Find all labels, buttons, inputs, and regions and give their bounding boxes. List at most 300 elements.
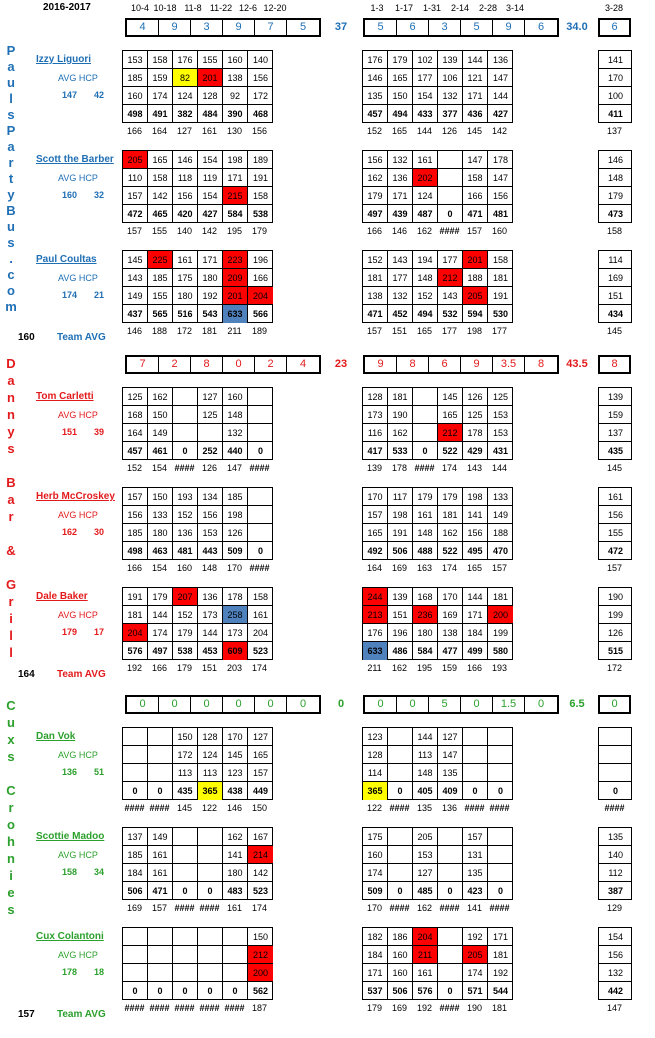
team-name-letter: l	[9, 645, 13, 660]
game-score: 189	[248, 151, 273, 169]
week-average: 157	[491, 563, 508, 573]
game-score	[438, 864, 463, 882]
game-score: 200	[248, 964, 273, 982]
game-score	[488, 764, 513, 782]
game-score: 181	[438, 506, 463, 524]
series-total: 487	[413, 205, 438, 223]
game-score: 149	[488, 506, 513, 524]
series-total: 427	[198, 205, 223, 223]
game-score	[198, 864, 223, 882]
team-name-letter: i	[9, 868, 13, 883]
game-score: 184	[363, 946, 388, 964]
game-score: 180	[148, 524, 173, 542]
week-points: 5	[365, 20, 397, 35]
game-score: 199	[488, 624, 513, 642]
game-score: 149	[148, 828, 173, 846]
player-average: 160	[62, 190, 78, 200]
week-average: 136	[441, 803, 458, 813]
game-score: 188	[488, 524, 513, 542]
week-average: 166	[126, 563, 143, 573]
week-average: 151	[391, 326, 408, 336]
week-average: 187	[251, 1003, 268, 1013]
series-total: 442	[607, 986, 624, 996]
game-score: 184	[463, 624, 488, 642]
week-average: 174	[441, 563, 458, 573]
game-score: 144	[148, 606, 173, 624]
half-points-total: 23	[334, 358, 348, 370]
team-name-letter: n	[7, 407, 15, 422]
game-score: 198	[388, 506, 413, 524]
game-score: 123	[363, 728, 388, 746]
game-score: 199	[599, 606, 632, 624]
game-score: 204	[123, 624, 148, 642]
game-score	[148, 728, 173, 746]
game-score: 152	[363, 251, 388, 269]
week-average: 127	[176, 126, 193, 136]
team-name-letter: e	[7, 885, 15, 900]
week-average: 142	[491, 126, 508, 136]
game-score: 127	[438, 728, 463, 746]
week-points: 0	[299, 698, 307, 710]
series-total: 633	[223, 305, 248, 323]
week-average: 203	[226, 663, 243, 673]
game-score: 140	[599, 846, 632, 864]
week-average: 170	[366, 903, 383, 913]
week-average: ####	[439, 903, 460, 913]
game-score: 196	[388, 624, 413, 642]
game-score: 154	[198, 151, 223, 169]
team-name-letter: r	[8, 594, 14, 609]
score-grid	[598, 487, 632, 560]
week-average: 143	[466, 463, 483, 473]
week-average: 157	[151, 903, 168, 913]
game-score: 142	[248, 864, 273, 882]
game-score: 181	[488, 269, 513, 287]
game-score	[438, 846, 463, 864]
points-box-final	[598, 695, 631, 714]
series-total: 470	[492, 546, 509, 556]
game-score: 176	[363, 624, 388, 642]
game-score: 181	[488, 946, 513, 964]
game-score: 176	[173, 51, 198, 69]
game-score	[599, 728, 632, 746]
player-name[interactable]: Herb McCroskey	[36, 491, 115, 502]
player-average: 147	[62, 90, 78, 100]
avg-hcp-label: AVG HCP	[58, 173, 98, 183]
team-name-letter: a	[7, 139, 15, 154]
team-name-letter: r	[8, 800, 14, 815]
team-average-label: Team AVG	[57, 1009, 106, 1020]
week-average: 188	[151, 326, 168, 336]
week-average: 145	[606, 326, 623, 336]
player-name[interactable]: Scottie Madoo	[36, 831, 105, 842]
team-name-letter: o	[7, 817, 15, 832]
week-average: 189	[251, 326, 268, 336]
score-grid	[598, 250, 632, 323]
score-grid	[598, 727, 632, 800]
game-score: 180	[198, 269, 223, 287]
team-name-letter: y	[7, 424, 15, 439]
series-total: 515	[607, 646, 624, 656]
score-grid	[362, 250, 513, 323]
week-points: 3	[191, 20, 223, 35]
game-score: 184	[123, 864, 148, 882]
game-score: 162	[223, 828, 248, 846]
week-average: 162	[391, 663, 408, 673]
game-score: 209	[223, 269, 248, 287]
avg-hcp-label: AVG HCP	[58, 610, 98, 620]
series-total: 498	[123, 542, 148, 560]
game-score: 128	[198, 87, 223, 105]
week-points: 9	[493, 20, 525, 35]
game-score: 185	[123, 524, 148, 542]
game-score	[438, 169, 463, 187]
series-total: 440	[223, 442, 248, 460]
game-score	[388, 746, 413, 764]
game-score: 132	[599, 964, 632, 982]
game-score: 145	[123, 251, 148, 269]
game-score: 191	[123, 588, 148, 606]
week-average: ####	[224, 1003, 245, 1013]
game-score: 215	[223, 187, 248, 205]
week-average: 179	[176, 663, 193, 673]
score-grid	[362, 587, 513, 660]
player-name[interactable]: Cux Colantoni	[36, 931, 104, 942]
game-score: 124	[413, 187, 438, 205]
game-score: 112	[599, 864, 632, 882]
game-score: 258	[223, 606, 248, 624]
series-total: 0	[257, 446, 263, 456]
week-average: 190	[466, 1003, 483, 1013]
week-average: 169	[126, 903, 143, 913]
game-score: 173	[223, 624, 248, 642]
game-score: 178	[463, 424, 488, 442]
game-score: 161	[148, 846, 173, 864]
game-score: 177	[413, 69, 438, 87]
week-average: 193	[491, 663, 508, 673]
game-score: 165	[438, 406, 463, 424]
team-name-letter: G	[5, 577, 17, 592]
week-points: 3.5	[493, 357, 525, 372]
series-total: 0	[463, 782, 488, 800]
week-points: 0	[223, 357, 255, 372]
series-total: 453	[198, 642, 223, 660]
series-total: 473	[607, 209, 624, 219]
game-score: 182	[363, 928, 388, 946]
series-total: 0	[198, 982, 223, 1000]
game-score	[173, 388, 198, 406]
game-score: 171	[363, 964, 388, 982]
game-score: 118	[173, 169, 198, 187]
game-score: 168	[413, 588, 438, 606]
game-score: 198	[223, 506, 248, 524]
game-score: 172	[248, 87, 273, 105]
series-total: 522	[438, 542, 463, 560]
score-grid	[598, 927, 632, 1000]
game-score: 154	[198, 187, 223, 205]
series-total: 0	[413, 442, 438, 460]
game-score: 190	[388, 406, 413, 424]
week-average: 147	[606, 1003, 623, 1013]
series-total: 0	[148, 982, 173, 1000]
game-score: 113	[413, 746, 438, 764]
series-total: 0	[497, 886, 503, 896]
week-average: ####	[414, 463, 435, 473]
score-grid	[122, 250, 273, 323]
series-total: 438	[223, 782, 248, 800]
game-score: 179	[363, 187, 388, 205]
series-total: 471	[363, 305, 388, 323]
week-points: 0	[127, 697, 159, 712]
week-average: 145	[466, 126, 483, 136]
team-average-value: 160	[18, 332, 35, 343]
series-total: 471	[148, 882, 173, 900]
week-average: 161	[226, 903, 243, 913]
game-score	[599, 764, 632, 782]
week-points: 0	[255, 697, 287, 712]
game-score	[488, 828, 513, 846]
points-box-second-half	[363, 18, 559, 37]
game-score: 145	[223, 746, 248, 764]
game-score	[123, 728, 148, 746]
week-points: 9	[461, 357, 493, 372]
game-score: 179	[148, 588, 173, 606]
game-score: 125	[463, 406, 488, 424]
series-total: 0	[438, 982, 463, 1000]
game-score	[173, 406, 198, 424]
week-average: ####	[489, 903, 510, 913]
series-total: 523	[252, 886, 269, 896]
game-score: 212	[438, 424, 463, 442]
points-box-first-half	[125, 355, 321, 374]
game-score: 137	[599, 424, 632, 442]
week-average: 155	[151, 226, 168, 236]
week-points: 8	[537, 358, 545, 370]
week-average: 142	[201, 226, 218, 236]
player-name[interactable]: Dale Baker	[36, 591, 88, 602]
week-points: 9	[365, 357, 397, 372]
avg-hcp-label: AVG HCP	[58, 510, 98, 520]
game-score: 106	[438, 69, 463, 87]
player-average: 162	[62, 527, 78, 537]
week-average: 169	[391, 1003, 408, 1013]
score-grid	[122, 487, 273, 560]
game-score: 145	[438, 388, 463, 406]
game-score: 192	[488, 964, 513, 982]
team-name-letter: h	[7, 834, 15, 849]
date-header: 12-6	[238, 3, 257, 13]
week-average: 154	[151, 563, 168, 573]
game-score: 138	[363, 287, 388, 305]
week-average: 198	[466, 326, 483, 336]
game-score	[463, 728, 488, 746]
game-score: 212	[248, 946, 273, 964]
series-total: 468	[252, 109, 269, 119]
player-handicap: 39	[94, 427, 105, 437]
game-score	[438, 964, 463, 982]
series-total: 435	[607, 446, 624, 456]
date-header: 1-31	[422, 3, 441, 13]
game-score	[198, 424, 223, 442]
series-total: 431	[492, 446, 509, 456]
score-grid	[122, 587, 273, 660]
points-box-final	[598, 355, 631, 374]
player-name[interactable]: Izzy Liguori	[36, 54, 91, 65]
score-grid	[598, 587, 632, 660]
week-average: ####	[604, 803, 625, 813]
week-points: 9	[223, 20, 255, 35]
week-points: 7	[127, 357, 159, 372]
game-score: 171	[463, 606, 488, 624]
week-points: 2	[159, 357, 191, 372]
game-score: 153	[488, 424, 513, 442]
week-average: ####	[174, 1003, 195, 1013]
game-score	[223, 928, 248, 946]
game-score: 135	[599, 828, 632, 846]
week-average: 166	[126, 126, 143, 136]
game-score	[198, 946, 223, 964]
game-score: 136	[488, 51, 513, 69]
team-name-letter: t	[8, 171, 14, 186]
date-header: 3-14	[505, 3, 524, 13]
score-grid	[122, 827, 273, 900]
week-average: 161	[201, 126, 218, 136]
score-grid	[122, 50, 273, 123]
game-score	[173, 864, 198, 882]
game-score: 153	[123, 51, 148, 69]
game-score: 150	[148, 406, 173, 424]
game-score	[123, 946, 148, 964]
week-average: 177	[441, 326, 458, 336]
series-total: 495	[463, 542, 488, 560]
week-average: 195	[416, 663, 433, 673]
game-score	[388, 728, 413, 746]
week-average: 178	[391, 463, 408, 473]
series-total: 433	[413, 105, 438, 123]
week-average: 146	[391, 226, 408, 236]
game-score	[198, 846, 223, 864]
game-score: 150	[388, 87, 413, 105]
game-score: 162	[363, 169, 388, 187]
team-name-letter: s	[7, 107, 15, 122]
game-score	[388, 846, 413, 864]
date-header: 11-22	[209, 3, 233, 13]
game-score	[413, 406, 438, 424]
game-score: 178	[223, 588, 248, 606]
game-score: 155	[148, 287, 173, 305]
week-average: ####	[389, 903, 410, 913]
team-name-letter: u	[7, 219, 15, 234]
week-average: 129	[606, 903, 623, 913]
series-total: 485	[413, 882, 438, 900]
team-name-letter: n	[7, 851, 15, 866]
game-score	[173, 946, 198, 964]
game-score: 114	[363, 764, 388, 782]
game-score	[173, 928, 198, 946]
game-score: 117	[388, 488, 413, 506]
game-score: 162	[148, 388, 173, 406]
game-score	[148, 764, 173, 782]
series-total: 477	[438, 642, 463, 660]
game-score: 155	[599, 524, 632, 542]
score-grid	[122, 727, 273, 800]
game-score	[488, 846, 513, 864]
game-score: 198	[463, 488, 488, 506]
game-score: 143	[388, 251, 413, 269]
series-total: 423	[463, 882, 488, 900]
game-score: 156	[198, 506, 223, 524]
score-grid	[362, 727, 513, 800]
game-score: 212	[438, 269, 463, 287]
week-average: 157	[126, 226, 143, 236]
game-score: 156	[248, 69, 273, 87]
game-score: 205	[123, 151, 148, 169]
week-average: 140	[176, 226, 193, 236]
series-total: 465	[148, 205, 173, 223]
series-total: 417	[363, 442, 388, 460]
week-points: 6	[611, 21, 618, 33]
week-average: ####	[149, 1003, 170, 1013]
game-score: 126	[463, 388, 488, 406]
series-total: 0	[123, 982, 148, 1000]
game-score: 140	[248, 51, 273, 69]
series-total: 390	[223, 105, 248, 123]
team-name-letter: x	[7, 732, 15, 747]
game-score: 173	[198, 606, 223, 624]
game-score: 225	[148, 251, 173, 269]
game-score: 204	[248, 287, 273, 305]
game-score: 128	[363, 746, 388, 764]
game-score: 131	[463, 846, 488, 864]
series-total: 498	[123, 105, 148, 123]
team-average-label: Team AVG	[57, 332, 106, 343]
week-average: 181	[491, 1003, 508, 1013]
series-total: 492	[363, 542, 388, 560]
game-score: 160	[388, 946, 413, 964]
half-points-total: 43.5	[566, 358, 588, 370]
player-name[interactable]: Paul Coultas	[36, 254, 97, 265]
game-score	[223, 946, 248, 964]
series-total: 436	[463, 105, 488, 123]
game-score: 146	[173, 151, 198, 169]
player-name[interactable]: Tom Carletti	[36, 391, 94, 402]
week-average: 154	[151, 463, 168, 473]
series-total: 594	[463, 305, 488, 323]
series-total: 571	[463, 982, 488, 1000]
player-name[interactable]: Scott the Barber	[36, 154, 114, 165]
game-score: 139	[388, 588, 413, 606]
game-score: 156	[463, 524, 488, 542]
week-points: 0	[537, 698, 545, 710]
score-grid	[362, 50, 513, 123]
game-score: 161	[413, 964, 438, 982]
series-total: 491	[148, 105, 173, 123]
game-score: 160	[123, 87, 148, 105]
game-score	[173, 424, 198, 442]
game-score: 148	[599, 169, 632, 187]
series-total: 481	[492, 209, 509, 219]
game-score: 151	[388, 606, 413, 624]
game-score: 188	[463, 269, 488, 287]
series-total: 365	[363, 782, 388, 800]
week-average: 137	[606, 126, 623, 136]
player-name[interactable]: Dan Vok	[36, 731, 76, 742]
week-average: 211	[367, 663, 382, 673]
week-average: 165	[466, 563, 483, 573]
game-score	[488, 746, 513, 764]
week-average: ####	[174, 463, 195, 473]
game-score: 159	[599, 406, 632, 424]
